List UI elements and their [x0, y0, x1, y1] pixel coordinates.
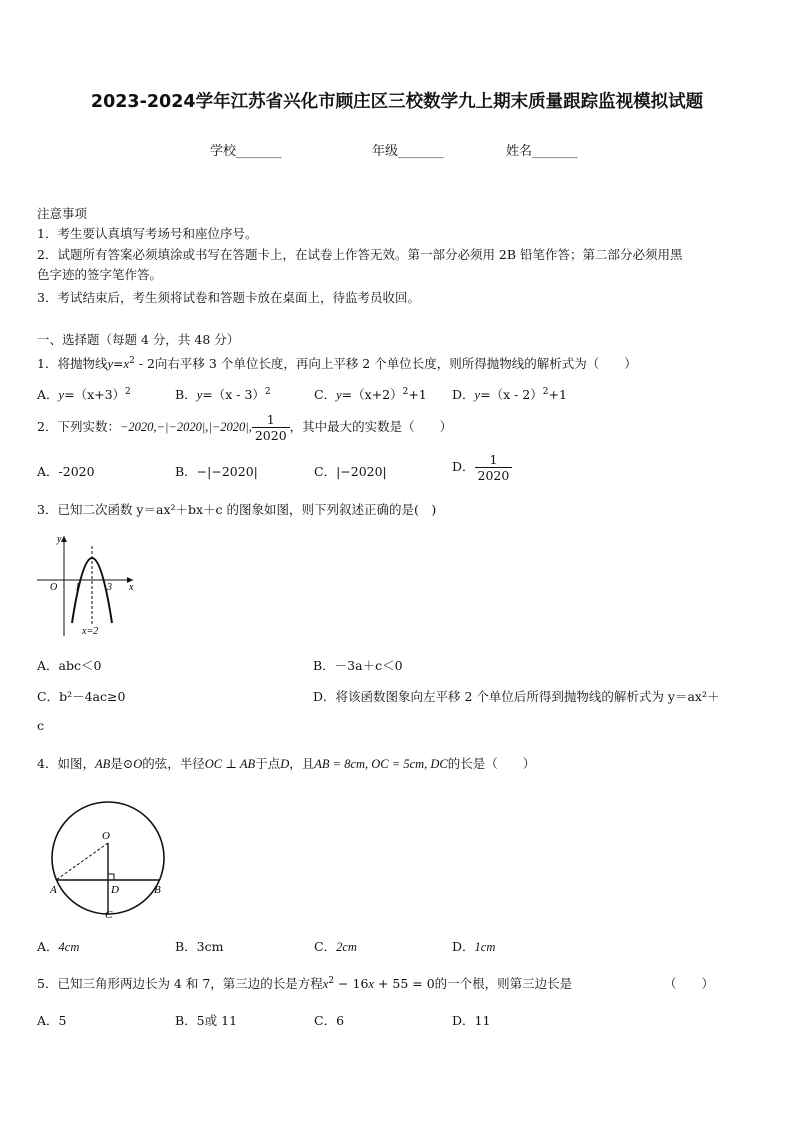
q1-stem: 1．将抛物线$y=x^2 - 2$向右平移 3 个单位长度，再向上平移 2 个单位长度，则所得抛物线的解析式为（ ） [37, 355, 637, 371]
q4-circle-figure [48, 798, 172, 922]
radius-oa [56, 843, 108, 880]
y-label: y [57, 534, 62, 545]
note-1: 1．考生要认真填写考场号和座位序号。 [37, 226, 258, 241]
q5-stem: 5．已知三角形两边长为 4 和 7，第三边的长是方程$x^2 - 16x + 55 = 0$的一个根，则第三边长是 [37, 975, 573, 991]
q2-option-c: C．|−2020| [314, 464, 387, 479]
origin-label: O [50, 582, 58, 593]
note-2-cont: 色字迹的签字笔作答。 [37, 267, 163, 282]
point-o-label: O [102, 830, 110, 842]
q3-option-a: A．abc＜0 [37, 658, 102, 673]
q1-option-d: D．y=（x - 2）$^2$+1 [452, 386, 567, 402]
name-field: 姓名_______ [506, 144, 578, 159]
q4-option-a: A．4cm [37, 939, 80, 954]
school-field: 学校_______ [210, 144, 282, 159]
grade-field: 年级_______ [372, 144, 444, 159]
y-axis-arrow [61, 536, 67, 542]
note-3: 3．考试结束后，考生须将试卷和答题卡放在桌面上，待监考员收回。 [37, 290, 420, 305]
q5-option-c: C．6 [314, 1013, 345, 1028]
q4-option-b: B．3cm [175, 939, 224, 954]
q4-option-c: C．2cm [314, 939, 357, 954]
symmetry-label: x=2 [82, 626, 99, 637]
q2-option-b: B．−|−2020| [175, 464, 258, 479]
q5-option-a: A．5 [37, 1013, 67, 1028]
q3-option-d: D．将该函数图象向左平移 2 个单位后所得到抛物线的解析式为 y＝ax²＋ [313, 689, 720, 704]
point-c-label: C [105, 909, 113, 921]
exam-title: 2023-2024学年江苏省兴化市顾庄区三校数学九上期末质量跟踪监视模拟试题 [90, 92, 704, 112]
q2-stem: 2．下列实数：−2020,−|−2020|,|−2020|, $\frac{1}{2020}$ ，其中最大的实数是（ ） [37, 412, 453, 443]
q5-answer-paren: （ ） [664, 976, 715, 991]
right-angle-mark [108, 874, 114, 880]
q4-stem: 4．如图，AB是⊙O的弦，半径OC ⊥ AB于点D，且AB = 8cm, OC = 5cm, DC的长是（ ） [37, 756, 536, 771]
tick-3-label: 3 [107, 582, 112, 593]
q5-option-b: B．5或 11 [175, 1013, 238, 1028]
tick-1-label: 1 [75, 582, 80, 593]
notes-heading: 注意事项 [37, 206, 88, 221]
q3-option-d-cont: c [37, 718, 45, 733]
section-heading: 一、选择题（每题 4 分，共 48 分） [37, 332, 240, 347]
note-2: 2．试题所有答案必须填涂或书写在答题卡上，在试卷上作答无效。第一部分必须用 2B 铅笔作答；第二部分必须用黑 [37, 247, 683, 262]
q3-option-b: B．－3a＋c＜0 [313, 658, 403, 673]
point-a-label: A [50, 884, 57, 896]
q1-option-a: A．$y=(x+3)^2$ [37, 386, 131, 402]
q5-option-d: D．11 [452, 1013, 491, 1028]
q3-option-c: C．b²－4ac≥0 [37, 689, 126, 704]
q1-option-c: C．$y=(x+2)^2+1$ [314, 386, 427, 402]
q2-option-d: D． $\frac{1}{2020}$ [452, 452, 512, 483]
q4-option-d: D．1cm [452, 939, 496, 954]
q2-fraction: $\frac{1}{2020}$ [252, 412, 290, 443]
q1-option-b: B．y=（x - 3）$^2$ [175, 386, 271, 402]
point-b-label: B [154, 884, 161, 896]
q3-stem: 3．已知二次函数 y＝ax²＋bx＋c 的图象如图，则下列叙述正确的是( ) [37, 502, 437, 517]
x-label: x [129, 582, 134, 593]
q3-parabola-figure [35, 528, 145, 640]
point-d-label: D [111, 884, 119, 896]
q2-option-a: A．-2020 [37, 464, 95, 479]
